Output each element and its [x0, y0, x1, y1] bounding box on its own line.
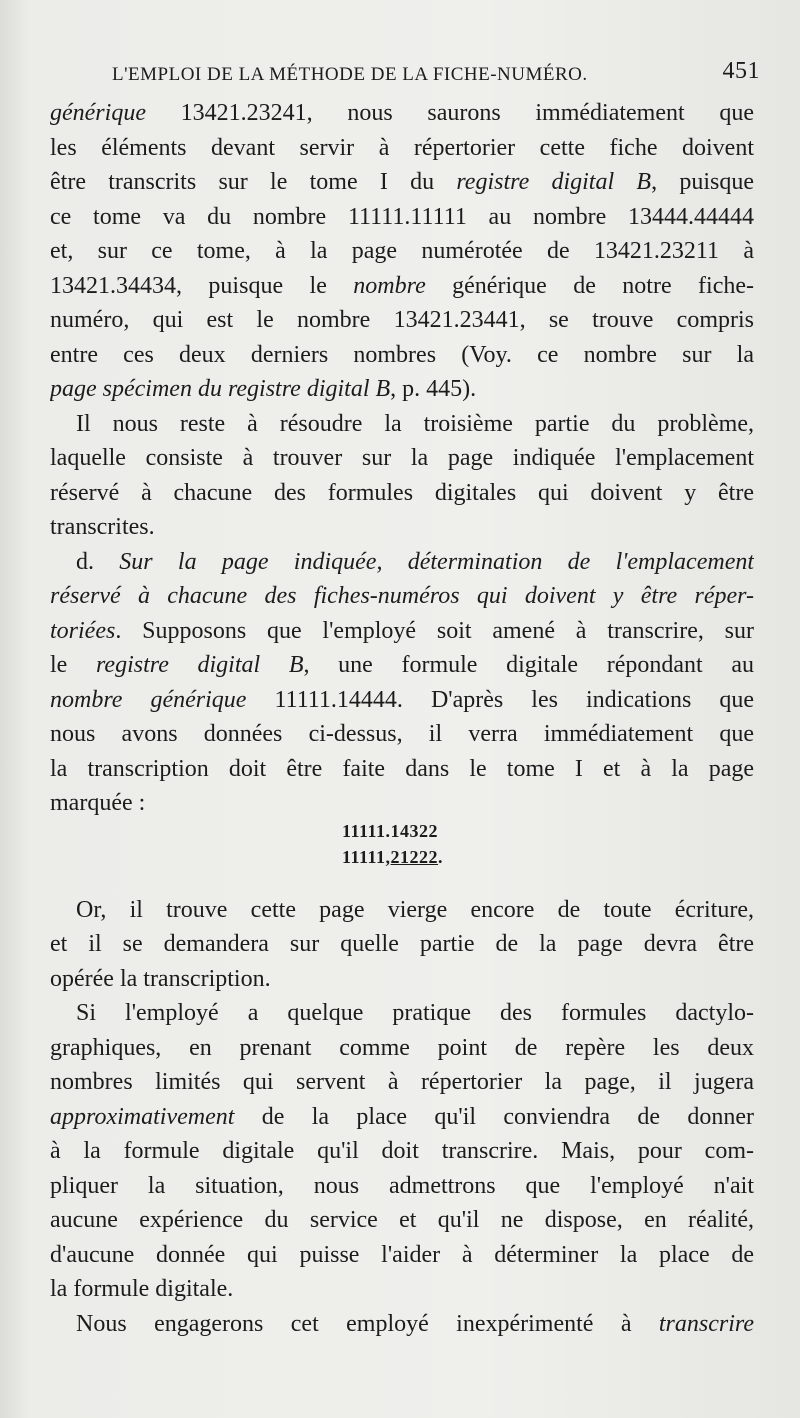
text-line: la transcription doit être faite dans le tome I et à la page: [50, 755, 754, 782]
text-line: Or, il trouve cette page vierge encore de toute écriture,: [76, 896, 754, 923]
text-line: le registre digital B, une formule digitale répondant au: [50, 652, 754, 678]
text-line: Il nous reste à résoudre la troisième partie du problème,: [76, 410, 754, 437]
text-line: transcrites.: [50, 514, 155, 540]
spacer: [50, 883, 754, 893]
text-line: page spécimen du registre digital B, p. 445).: [50, 376, 477, 402]
body-text: [50, 96, 754, 1341]
formula-upper-number: 11111.14322: [342, 820, 439, 841]
text-line: et, sur ce tome, à la page numérotée de 13421.23211 à: [50, 238, 754, 264]
text-line: réservé à chacune des fiches-numéros qui doivent y être réper-: [50, 583, 754, 609]
text-line: opérée la transcription.: [50, 965, 271, 992]
text-line: numéro, qui est le nombre 13421.23441, se trouve compris: [50, 307, 754, 333]
text-line: 13421.34434, puisque le nombre générique de notre fiche-: [50, 272, 754, 299]
text-line: nombre générique 11111.14444. D'après les indications que: [50, 686, 754, 713]
text-line: d'aucune donnée qui puisse l'aider à déterminer la place de: [50, 1241, 754, 1268]
text-line: marquée :: [50, 790, 146, 816]
digital-formula: [50, 821, 754, 883]
text-line: et il se demandera sur quelle partie de la page devra être: [50, 931, 754, 957]
text-line: à la formule digitale qu'il doit transcrire. Mais, pour com-: [50, 1138, 754, 1164]
text-line: aucune expérience du service et qu'il ne dispose, en réalité,: [50, 1207, 754, 1233]
running-head: [112, 58, 772, 92]
text-line: approximativement de la place qu'il conviendra de donner: [50, 1103, 754, 1130]
text-line: réservé à chacune des formules digitales qui doivent y être: [50, 479, 754, 506]
text-line: générique 13421.23241, nous saurons immédiatement que: [50, 100, 754, 126]
text-line: ce tome va du nombre 11111.11111 au nombre 13444.44444: [50, 203, 754, 230]
text-line: être transcrits sur le tome I du registre digital B, puisque: [50, 169, 754, 195]
text-line: d. Sur la page indiquée, détermination de l'emplacement: [76, 548, 754, 575]
text-line: entre ces deux derniers nombres (Voy. ce nombre sur la: [50, 341, 754, 368]
text-line: nombres limités qui servent à répertorier la page, il jugera: [50, 1069, 754, 1095]
text-line: Si l'employé a quelque pratique des formules dactylo-: [76, 1000, 754, 1026]
text-line: nous avons données ci-dessus, il verra immédiatement que: [50, 721, 754, 747]
running-title: L'EMPLOI DE LA MÉTHODE DE LA FICHE-NUMÉRO.: [112, 64, 588, 85]
text-line: les éléments devant servir à répertorier cette fiche doivent: [50, 134, 754, 161]
text-line: la formule digitale.: [50, 1276, 234, 1302]
text-line: graphiques, en prenant comme point de repère les deux: [50, 1034, 754, 1061]
text-line: Nous engagerons cet employé inexpérimenté à transcrire: [76, 1310, 754, 1337]
formula-lower-number: 11111,21222.: [342, 846, 444, 867]
text-line: pliquer la situation, nous admettrons que l'employé n'ait: [50, 1172, 754, 1199]
text-line: toriées. Supposons que l'employé soit amené à transcrire, sur: [50, 617, 754, 644]
page-number: 451: [722, 58, 760, 84]
text-line: laquelle consiste à trouver sur la page indiquée l'emplacement: [50, 445, 754, 471]
